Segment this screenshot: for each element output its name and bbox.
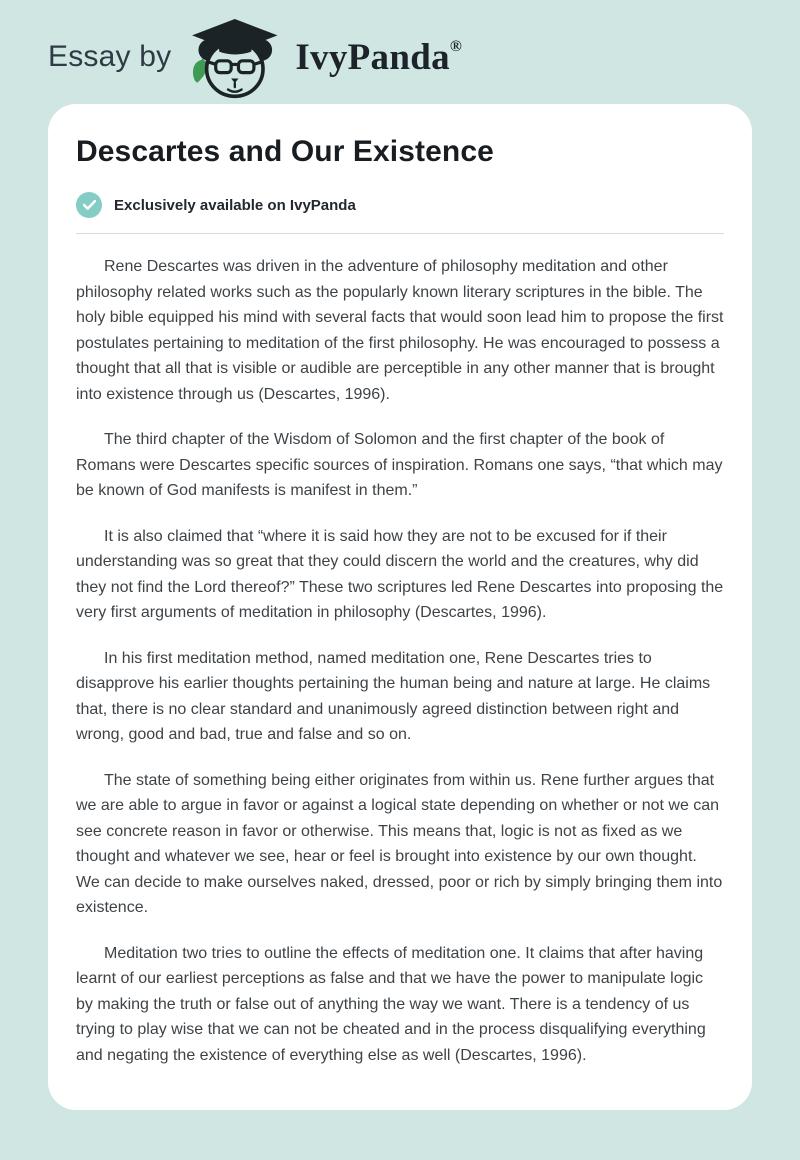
check-icon xyxy=(76,192,102,218)
essay-paragraph: Meditation two tries to outline the effects of meditation one. It claims that after having learnt of our earliest perceptions as false and that we have the power to manipulate logic by making the truth or false out of anything the way we want. There is a tendency of us trying to play wise that we can not be cheated and in the process disqualifying everything and negating the existence of everything else as well (Descartes, 1996). xyxy=(76,944,706,1064)
site-header xyxy=(0,0,800,88)
registered-mark: ® xyxy=(449,37,463,55)
ivypanda-panda-logo-icon xyxy=(183,12,283,102)
essay-paragraph: In his first meditation method, named meditation one, Rene Descartes tries to disapprove his earlier thoughts pertaining the human being and nature at large. He claims that, there is no clear standard and unanimously agreed distinction between right and wrong, good and bad, true and false and so on. xyxy=(76,649,711,743)
essay-card xyxy=(48,104,752,1110)
essay-paragraph: The state of something being either originates from within us. Rene further argues that we are able to argue in favor or against a logical state depending on whether or not we can see concrete reason in favor or otherwise. This means that, logic is not as fixed as we thought and whatever we see, hear or feel is brought into existence by our own thought. We can decide to make ourselves naked, dressed, poor or rich by simply bringing them into existence. xyxy=(76,771,723,916)
brand-name xyxy=(295,36,462,79)
ivy-leaf-icon xyxy=(193,60,207,83)
essay-body xyxy=(76,254,724,1068)
essay-paragraph: The third chapter of the Wisdom of Solomon and the first chapter of the book of Romans were Descartes specific sources of inspiration. Romans one says, “that which may be known of God manifests is manifest in them.” xyxy=(76,431,723,499)
availability-text: Exclusively available on IvyPanda xyxy=(114,196,356,214)
page-title: Descartes and Our Existence xyxy=(76,135,494,168)
divider xyxy=(76,233,724,234)
brand-text: IvyPanda xyxy=(295,36,450,78)
essay-by-label: Essay by xyxy=(48,40,172,73)
essay-paragraph: It is also claimed that “where it is said how they are not to be excused for if their understanding was so great that they could discern the world and the creatures, why did they not find the Lord thereof?” These two scriptures led Rene Descartes into proposing the very first arguments of meditation in philosophy (Descartes, 1996). xyxy=(76,527,724,621)
essay-paragraph: Rene Descartes was driven in the adventure of philosophy meditation and other philosophy related works such as the popularly known literary scriptures in the bible. The holy bible equipped his mind with several facts that would soon lead him to propose the first postulates pertaining to meditation of the first philosophy. He was encouraged to possess a thought that all that is visible or audible are perceptible in any other manner that is brought into existence through us (Descartes, 1996). xyxy=(76,258,724,403)
availability-badge xyxy=(76,192,724,218)
